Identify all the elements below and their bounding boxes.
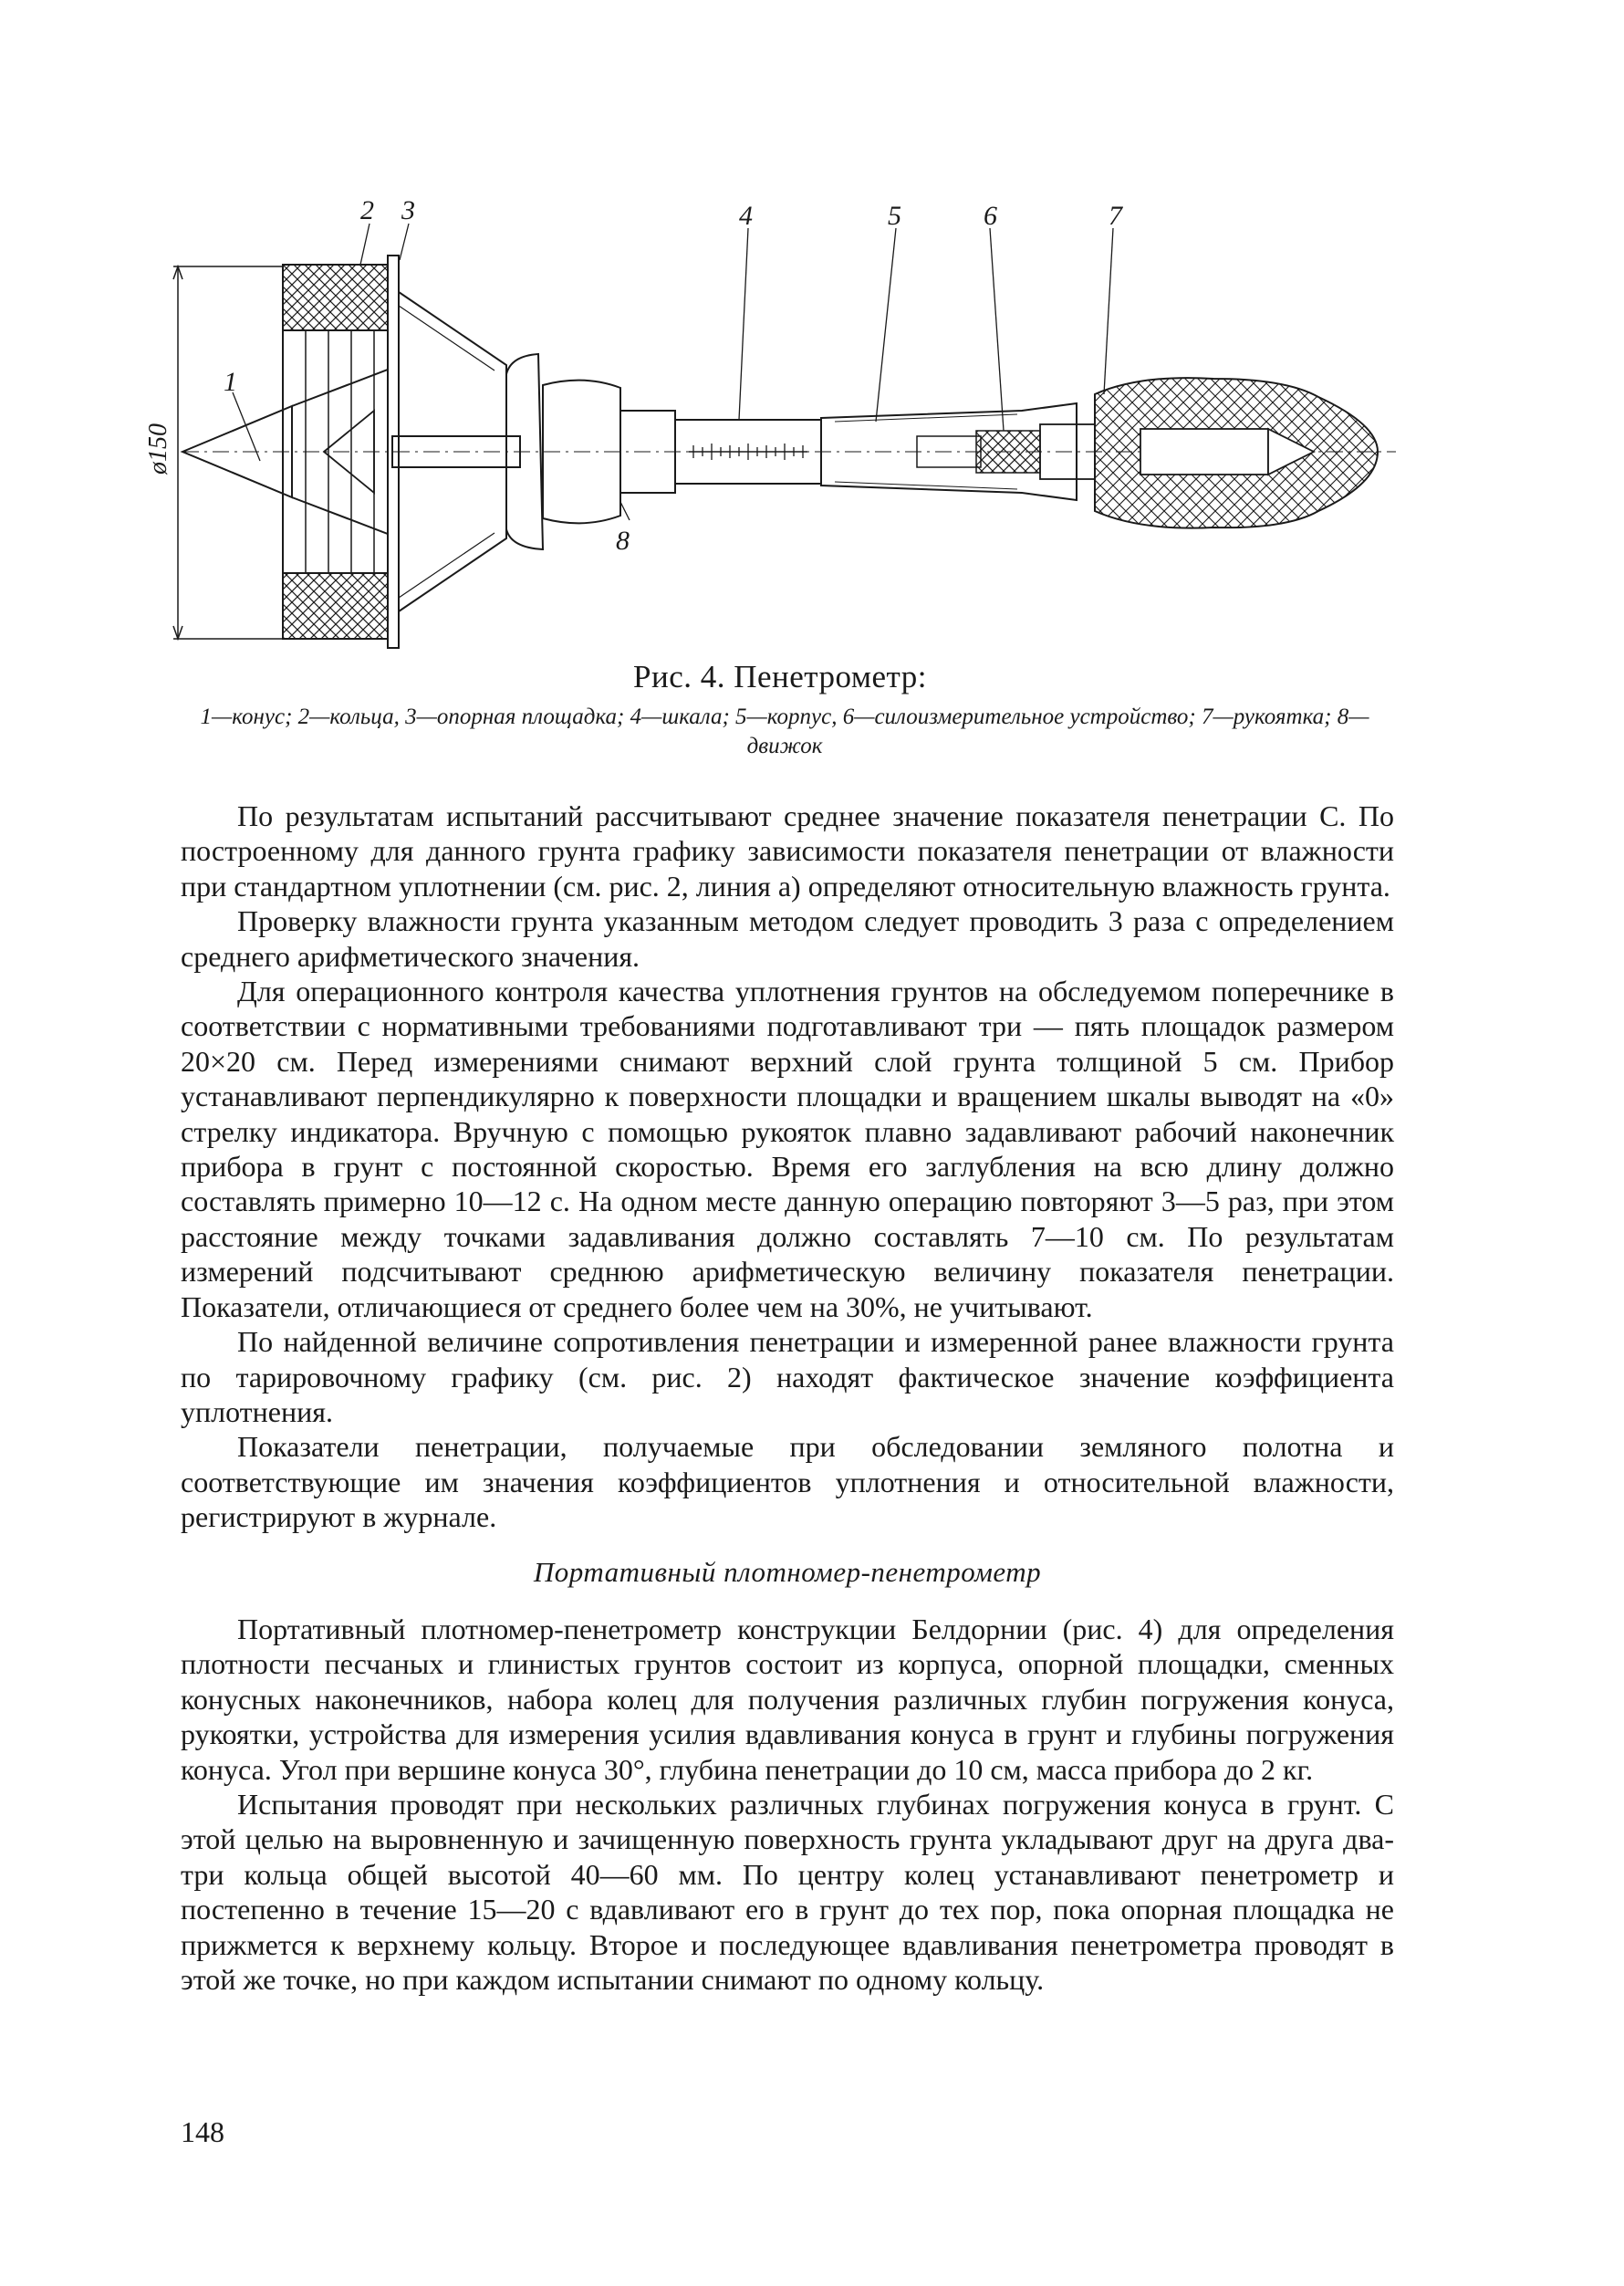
dimension-label: ø150 [144,423,172,475]
paragraph: Для операционного контроля качества уплотнения грунтов на обследуемом поперечнике в соответствии с нормативными требованиями подготавливают три — пять площадок размером 20×20 см. Перед измерениями снимают верхний слой грунта толщиной 5 см. Прибор устанавливают перпендикулярно к поверхности площадки и вращением шкалы выводят на «0» стрелку индикатора. Вручную с помощью рукояток плавно задавливают рабочий наконечник прибора в грунт с постоянной скоростью. Время его заглубления на всю длину должно составлять примерно 10—12 с. На одном месте данную операцию повторяют 3—5 раз, при этом расстояние между точками задавливания должно составлять 7—10 см. По результатам измерений подсчитывают среднюю арифметическую величину показателя пенетрации. Показатели, отличающиеся от среднего более чем на 30%, не учитывают. [181,975,1394,1323]
paragraph: Портативный плотномер-пенетрометр конструкции Белдорнии (рис. 4) для определения плотности песчаных и глинистых грунтов состоит из корпуса, опорной площадки, сменных конусных наконечников, набора колец для получения различных глубин погружения конуса, рукоятки, устройства для измерения усилия вдавливания конуса в грунт и глубины погружения конуса. Угол при вершине конуса 30°, глубина пенетрации до 10 см, масса прибора до 2 кг. [181,1612,1394,1786]
body-text [181,799,1394,1997]
penetrometer-drawing [144,192,1405,666]
handle [1095,378,1378,528]
callout-2: 2 [360,195,374,225]
paragraph: Испытания проводят при нескольких различных глубинах погружения конуса в грунт. С этой целью на выровненную и зачищенную поверхность грунта укладывают друг на друга два-три кольца общей высотой 40—60 мм. По центру колец устанавливают пенетрометр и постепенно в течение 15—20 с вдавливают его в грунт до тех пор, пока опорная площадка не прижмется к верхнему кольцу. Второе и последующее вдавливания пенетрометра проводят в этой же точке, но при каждом испытании снимают по одному кольцу. [181,1787,1394,1996]
callout-8: 8 [616,526,630,556]
diameter-dimension [144,266,283,639]
paragraph: Проверку влажности грунта указанным методом следует проводить 3 раза с определением среднего арифметического значения. [181,904,1394,973]
callout-4: 4 [739,201,753,231]
figure-caption-legend: 1—конус; 2—кольца, 3—опорная площадка; 4—шкала; 5—корпус, 6—силоизмерительное устройство; 7—рукоятка; 8—движок [200,705,1369,758]
callout-6: 6 [984,201,997,231]
paragraph: По результатам испытаний рассчитывают среднее значение показателя пенетрации С. По построенному для данного грунта графику зависимости показателя пенетрации от влажности при стандартном уплотнении (см. рис. 2, линия а) определяют относительную влажность грунта. [181,799,1394,903]
callout-7: 7 [1109,201,1122,231]
penetrometer-figure [144,192,1405,666]
callout-1: 1 [224,367,237,397]
figure-caption-title: Рис. 4. Пенетрометр: [633,659,927,694]
callout-5: 5 [888,201,901,231]
page-number: 148 [181,2115,224,2148]
scale [675,420,821,484]
section-heading: Портативный плотномер-пенетрометр [533,1555,1042,1588]
paragraph: Показатели пенетрации, получаемые при обследовании земляного полотна и соответствующие им значения коэффициентов уплотнения и относительной влажности, регистрируют в журнале. [181,1430,1394,1534]
paragraph: По найденной величине сопротивления пенетрации и измеренной ранее влажности грунта по тарировочному графику (см. рис. 2) находят фактическое значение коэффициента уплотнения. [181,1325,1394,1428]
callout-3: 3 [401,195,415,225]
